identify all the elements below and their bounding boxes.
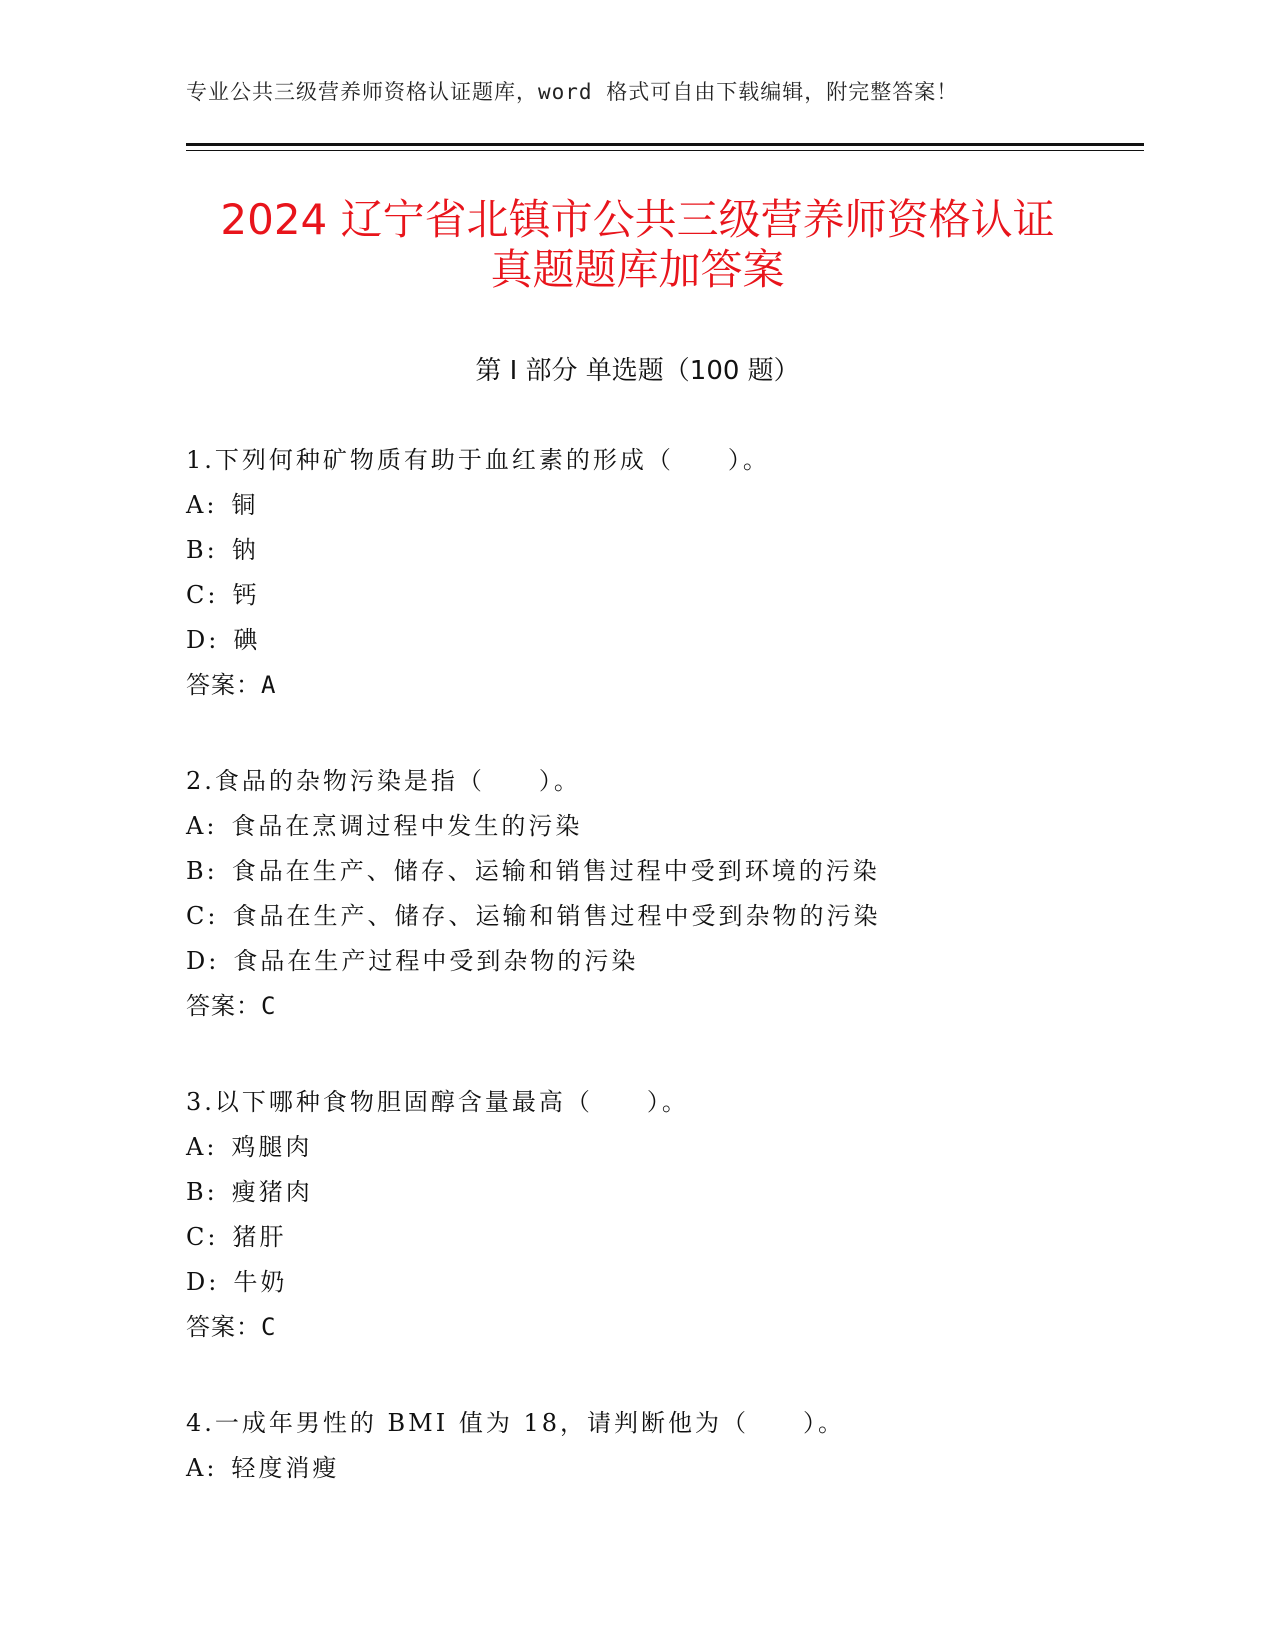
option-a bbox=[186, 804, 1146, 849]
option-d bbox=[186, 1260, 1146, 1305]
answer-value: C bbox=[261, 1313, 277, 1341]
option-letter: D: bbox=[186, 1268, 220, 1296]
option-text: 轻度消瘦 bbox=[231, 1454, 340, 1482]
document-title-line-1: 2024 辽宁省北镇市公共三级营养师资格认证 bbox=[220, 195, 1055, 244]
option-text: 食品在烹调过程中发生的污染 bbox=[231, 812, 583, 840]
answer-value: A bbox=[261, 671, 277, 699]
option-text: 铜 bbox=[231, 491, 259, 519]
option-text: 食品在生产、储存、运输和销售过程中受到杂物的污染 bbox=[232, 902, 881, 930]
option-letter: C: bbox=[186, 581, 219, 609]
question-stem: 1.下列何种矿物质有助于血红素的形成（ ）。 bbox=[186, 446, 770, 474]
option-text: 猪肝 bbox=[232, 1223, 287, 1251]
option-text: 钠 bbox=[231, 536, 259, 564]
option-a bbox=[186, 1125, 1146, 1170]
question-4 bbox=[186, 1401, 1146, 1491]
option-text: 食品在生产、储存、运输和销售过程中受到环境的污染 bbox=[231, 857, 880, 885]
header-rule-thin bbox=[186, 150, 1144, 151]
option-text: 牛奶 bbox=[233, 1268, 288, 1296]
answer-label: 答案： bbox=[186, 992, 261, 1020]
answer-line bbox=[186, 663, 1146, 708]
answer-line bbox=[186, 984, 1146, 1029]
option-letter: D: bbox=[186, 947, 220, 975]
question-list bbox=[186, 438, 1146, 1542]
answer-label: 答案： bbox=[186, 671, 261, 699]
option-text: 食品在生产过程中受到杂物的污染 bbox=[233, 947, 639, 975]
question-stem: 2.食品的杂物污染是指（ ）。 bbox=[186, 767, 581, 795]
question-1 bbox=[186, 438, 1146, 708]
option-a bbox=[186, 1446, 1146, 1491]
option-letter: B: bbox=[186, 1178, 218, 1206]
option-text: 碘 bbox=[233, 626, 261, 654]
header-note: 专业公共三级营养师资格认证题库，word 格式可自由下载编辑，附完整答案！ bbox=[186, 80, 959, 104]
answer-value: C bbox=[261, 992, 277, 1020]
option-b bbox=[186, 1170, 1146, 1215]
answer-line bbox=[186, 1305, 1146, 1350]
option-letter: A: bbox=[186, 491, 218, 519]
question-stem: 3.以下哪种食物胆固醇含量最高（ ）。 bbox=[186, 1088, 689, 1116]
document-title bbox=[160, 195, 1115, 295]
option-letter: B: bbox=[186, 857, 218, 885]
section-title: 第 I 部分 单选题（100 题） bbox=[475, 356, 800, 386]
option-a bbox=[186, 483, 1146, 528]
option-b bbox=[186, 849, 1146, 894]
option-b bbox=[186, 528, 1146, 573]
header-rule-thick bbox=[186, 143, 1144, 146]
option-letter: A: bbox=[186, 1454, 218, 1482]
option-letter: B: bbox=[186, 536, 218, 564]
option-c bbox=[186, 894, 1146, 939]
option-letter: A: bbox=[186, 812, 218, 840]
option-c bbox=[186, 573, 1146, 618]
option-letter: C: bbox=[186, 902, 219, 930]
question-3 bbox=[186, 1080, 1146, 1350]
question-stem: 4.一成年男性的 BMI 值为 18，请判断他为（ ）。 bbox=[186, 1409, 846, 1437]
option-text: 钙 bbox=[232, 581, 260, 609]
option-text: 鸡腿肉 bbox=[231, 1133, 313, 1161]
option-c bbox=[186, 1215, 1146, 1260]
option-letter: A: bbox=[186, 1133, 218, 1161]
answer-label: 答案： bbox=[186, 1313, 261, 1341]
document-title-line-2: 真题题库加答案 bbox=[490, 245, 785, 294]
option-d bbox=[186, 939, 1146, 984]
option-text: 瘦猪肉 bbox=[231, 1178, 313, 1206]
option-letter: C: bbox=[186, 1223, 219, 1251]
question-2 bbox=[186, 759, 1146, 1029]
option-letter: D: bbox=[186, 626, 220, 654]
option-d bbox=[186, 618, 1146, 663]
